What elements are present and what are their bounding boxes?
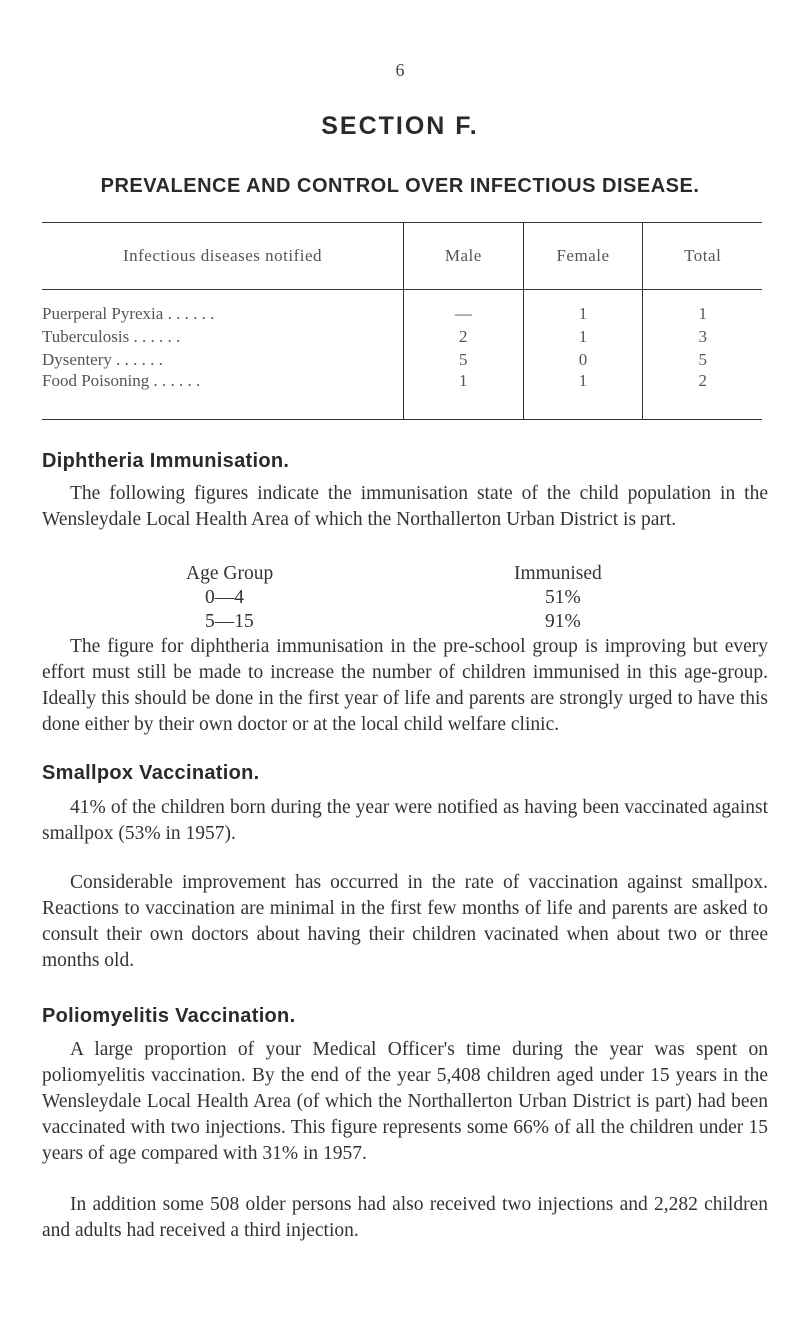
header-total: Total bbox=[643, 223, 762, 290]
section-subtitle: PREVALENCE AND CONTROL OVER INFECTIOUS DISEASE. bbox=[100, 175, 700, 197]
male-cell: 2 bbox=[404, 325, 524, 348]
age-group-header: Age Group bbox=[186, 563, 274, 584]
total-cell: 5 bbox=[643, 348, 762, 371]
immunisation-table bbox=[0, 562, 800, 634]
table-row bbox=[42, 325, 762, 348]
disease-cell: Food Poisoning . . . . . . bbox=[42, 371, 404, 420]
female-cell: 1 bbox=[523, 302, 643, 325]
smallpox-paragraph-1: 41% of the children born during the year were notified as having been vaccinated against smallpox (53% in 1957). bbox=[42, 797, 768, 844]
immunisation-header bbox=[0, 562, 800, 586]
total-cell: 1 bbox=[643, 302, 762, 325]
total-cell: 3 bbox=[643, 325, 762, 348]
total-cell: 2 bbox=[643, 371, 762, 420]
section-title: SECTION F. bbox=[321, 112, 479, 140]
age-group-value: 5—15 bbox=[205, 611, 254, 632]
polio-heading: Poliomyelitis Vaccination. bbox=[42, 1005, 296, 1027]
female-cell: 0 bbox=[523, 348, 643, 371]
header-disease: Infectious diseases notified bbox=[42, 223, 404, 290]
diphtheria-intro: The following figures indicate the immunisation state of the child population in the Wensleydale Local Health Area of which the Northallerton Urban District is part. bbox=[42, 483, 768, 530]
male-cell: 1 bbox=[404, 371, 524, 420]
female-cell: 1 bbox=[523, 371, 643, 420]
disease-cell: Tuberculosis . . . . . . bbox=[42, 326, 181, 346]
male-cell: — bbox=[404, 302, 524, 325]
polio-paragraph-1: A large proportion of your Medical Officer's time during the year was spent on poliomyelitis vaccination. By the end of the year 5,408 children aged under 15 years in the Wensleydale Local Health Area (of which the Northallerton Urban District is part) had been vaccinated with two injections. This figure represents some 66% of all the children under 15 years of age compared with 31% in 1957. bbox=[42, 1039, 768, 1164]
immunised-header: Immunised bbox=[514, 563, 602, 584]
male-cell: 5 bbox=[404, 348, 524, 371]
infectious-disease-table bbox=[42, 222, 762, 420]
female-cell: 1 bbox=[523, 325, 643, 348]
diphtheria-paragraph: The figure for diphtheria immunisation in the pre-school group is improving but every effort must still be made to increase the number of children immunised in this age-group. Ideally this should be done in the first year of life and parents are strongly urged to have this done either by their own doctor or at the local child welfare clinic. bbox=[42, 636, 768, 735]
diphtheria-heading: Diphtheria Immunisation. bbox=[42, 450, 290, 472]
list-item bbox=[0, 610, 800, 634]
disease-cell: Puerperal Pyrexia . . . . . . bbox=[42, 303, 215, 323]
table-row bbox=[42, 371, 762, 420]
immunised-value: 51% bbox=[545, 587, 581, 608]
immunised-value: 91% bbox=[545, 611, 581, 632]
smallpox-paragraph-2: Considerable improvement has occurred in the rate of vaccination against smallpox. Reactions to vaccination are minimal in the first few months of life and parents are asked to consult their own doctors about having their children vacinated when about two or three months old. bbox=[42, 872, 768, 971]
header-male: Male bbox=[404, 223, 524, 290]
polio-paragraph-2: In addition some 508 older persons had also received two injections and 2,282 children and adults had received a third injection. bbox=[42, 1194, 768, 1241]
table-row bbox=[42, 348, 762, 371]
table-row bbox=[42, 302, 762, 325]
page-number: 6 bbox=[395, 60, 405, 80]
disease-cell: Dysentery . . . . . . bbox=[42, 349, 163, 369]
header-female: Female bbox=[523, 223, 643, 290]
table-header-row bbox=[42, 223, 762, 290]
age-group-value: 0—4 bbox=[205, 587, 244, 608]
smallpox-heading: Smallpox Vaccination. bbox=[42, 762, 260, 784]
list-item bbox=[0, 586, 800, 610]
